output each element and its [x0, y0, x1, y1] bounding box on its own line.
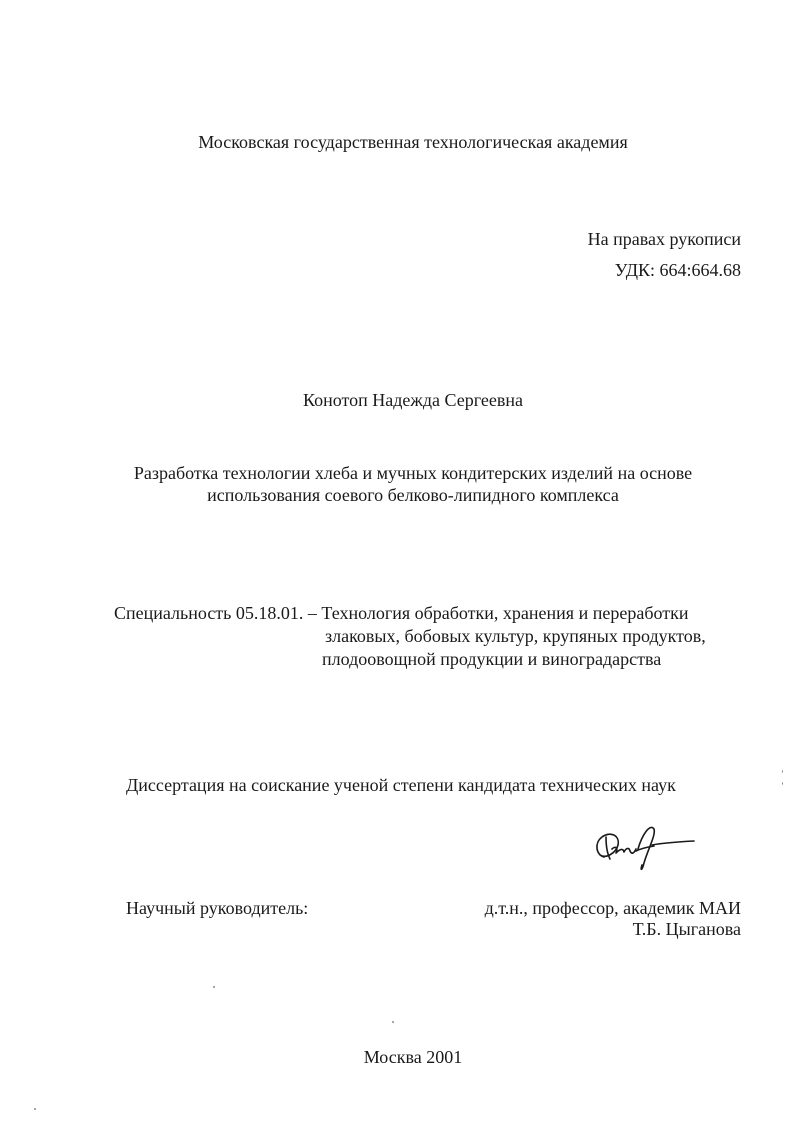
specialty-line-1: Специальность 05.18.01. – Технология обработки, хранения и переработки — [114, 603, 689, 623]
city-and-year: Москва 2001 — [363, 1047, 463, 1067]
author-name: Конотоп Надежда Сергеевна — [303, 390, 523, 410]
institution-name: Московская государственная технологическая академия — [198, 132, 628, 152]
scan-speck — [782, 770, 783, 773]
supervisor-title: д.т.н., профессор, академик МАИ — [484, 898, 741, 918]
scan-speck — [782, 782, 783, 785]
scan-speck — [392, 1021, 394, 1023]
scan-speck — [34, 1108, 36, 1110]
dissertation-degree-statement: Диссертация на соискание ученой степени кандидата технических наук — [126, 775, 676, 795]
supervisor-name: Т.Б. Цыганова — [632, 919, 741, 939]
udk-code: УДК: 664:664.68 — [614, 260, 741, 280]
supervisor-label: Научный руководитель: — [126, 898, 309, 918]
handwritten-signature — [590, 815, 700, 873]
thesis-title-line-2: использования соевого белково-липидного комплекса — [207, 485, 619, 505]
specialty-line-3: плодоовощной продукции и виноградарства — [322, 649, 662, 669]
specialty-line-2: злаковых, бобовых культур, крупяных продуктов, — [325, 626, 706, 646]
manuscript-rights-note: На правах рукописи — [587, 229, 741, 249]
scan-speck — [213, 986, 215, 988]
thesis-title-line-1: Разработка технологии хлеба и мучных кондитерских изделий на основе — [133, 463, 693, 483]
